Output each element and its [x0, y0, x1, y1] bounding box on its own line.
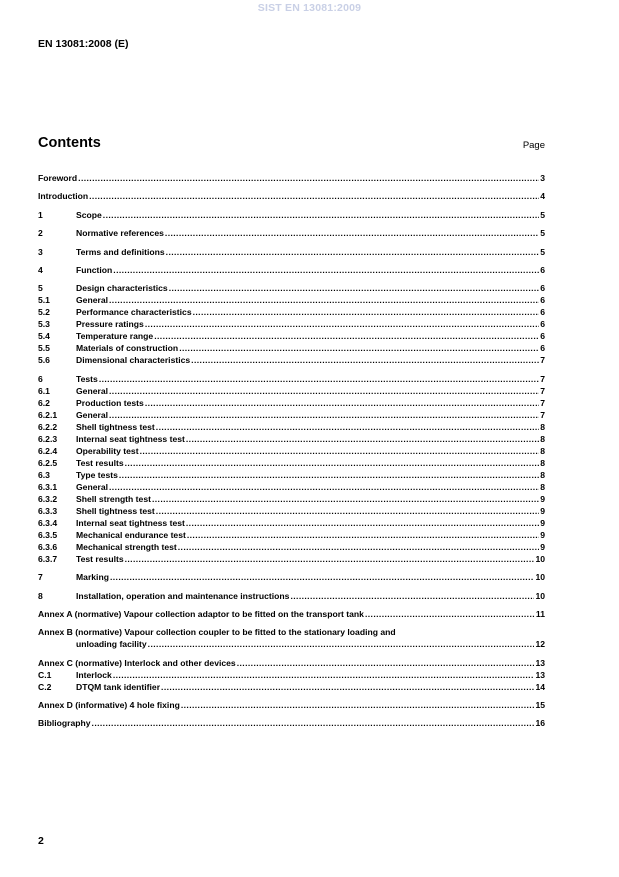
toc-entry-page: 10	[535, 590, 545, 601]
toc-entry[interactable]	[38, 541, 545, 553]
toc-leader	[179, 342, 539, 354]
toc-leader	[165, 227, 539, 239]
toc-entry-page: 8	[540, 457, 545, 468]
toc-leader	[237, 657, 535, 669]
toc-entry-title: Function	[76, 264, 113, 275]
toc-entry-number: 5	[38, 283, 43, 294]
toc-entry[interactable]	[38, 590, 545, 602]
toc-entry-number: 5.1	[38, 295, 50, 306]
toc-entry[interactable]	[38, 227, 545, 239]
toc-entry-number: 1	[38, 209, 43, 220]
toc-entry[interactable]	[38, 457, 545, 469]
toc-entry[interactable]	[38, 517, 545, 529]
toc-entry-number: 6.2.5	[38, 457, 58, 468]
contents-heading: Contents	[38, 135, 101, 151]
toc-entry-title: Installation, operation and maintenance instructions	[76, 590, 290, 601]
toc-entry-title: Terms and definitions	[76, 246, 165, 257]
toc-leader	[156, 421, 539, 433]
toc-entry-page: 7	[540, 409, 545, 420]
toc-entry-title: Shell strength test	[76, 493, 151, 504]
toc-annex-b-line1[interactable]: Annex B (normative) Vapour collection coupler to be fitted to the stationary loading and	[38, 627, 396, 638]
toc-entry-page: 8	[540, 421, 545, 432]
toc-leader	[113, 669, 535, 681]
toc-leader	[99, 373, 539, 385]
toc-leader	[92, 717, 535, 729]
toc-entry[interactable]	[38, 209, 545, 221]
toc-leader	[156, 505, 539, 517]
toc-leader	[78, 172, 539, 184]
toc-entry-page: 5	[540, 246, 545, 257]
toc-entry-title: Operability test	[76, 445, 139, 456]
toc-entry-page: 7	[540, 373, 545, 384]
toc-entry-page: 6	[540, 319, 545, 330]
toc-entry-title: Foreword	[38, 173, 78, 183]
toc-entry[interactable]	[38, 306, 545, 318]
toc-leader	[148, 638, 535, 650]
toc-annex-b-page: 12	[535, 639, 545, 650]
toc-entry-title: Shell tightness test	[76, 421, 155, 432]
toc-entry-page: 8	[540, 433, 545, 444]
toc-entry-page: 8	[540, 469, 545, 480]
toc-leader	[109, 481, 539, 493]
toc-annex-d-page: 15	[535, 700, 545, 711]
toc-entry-title: Internal seat tightness test	[76, 433, 185, 444]
toc-entry-page: 7	[540, 385, 545, 396]
toc-bibliography[interactable]	[38, 717, 545, 729]
toc-entry-title: Temperature range	[76, 331, 154, 342]
toc-leader	[119, 469, 539, 481]
toc-leader	[89, 190, 539, 202]
toc-annex-c2-number: C.2	[38, 681, 52, 692]
toc-leader	[290, 590, 534, 602]
toc-leader	[125, 553, 535, 565]
toc-entry[interactable]	[38, 294, 545, 306]
toc-entry-title: Introduction	[38, 191, 89, 202]
toc-entry[interactable]	[38, 342, 545, 354]
toc-entry-page: 9	[540, 541, 545, 552]
toc-entry-title: Dimensional characteristics	[76, 355, 191, 366]
toc-entry-number: 6.3.2	[38, 493, 58, 504]
toc-entry-page: 9	[540, 505, 545, 516]
toc-entry-page: 4	[540, 191, 545, 202]
toc-leader	[187, 529, 539, 541]
toc-entry-number: 6.2.4	[38, 445, 58, 456]
toc-entry-title: Test results	[76, 457, 124, 468]
toc-leader	[109, 294, 539, 306]
toc-entry-number: 7	[38, 572, 43, 583]
toc-entry-number: 5.5	[38, 343, 50, 354]
toc-entry-title: Type tests	[76, 469, 118, 480]
toc-leader	[169, 282, 540, 294]
toc-annex-c1-page: 13	[535, 669, 545, 680]
toc-annex-c1[interactable]	[38, 669, 545, 681]
toc-leader	[191, 354, 539, 366]
toc-entry[interactable]	[38, 529, 545, 541]
toc-entry-number: 6.3.4	[38, 517, 58, 528]
toc-entry-number: 3	[38, 246, 43, 257]
toc-entry-number: 6.2.2	[38, 421, 58, 432]
toc-entry-page: 10	[535, 572, 545, 583]
toc-entry-title: Performance characteristics	[76, 307, 192, 318]
toc-entry[interactable]	[38, 264, 545, 276]
toc-entry-number: 6.3.7	[38, 553, 58, 564]
toc-entry[interactable]	[38, 421, 545, 433]
toc-entry[interactable]	[38, 505, 545, 517]
toc-entry-number: 6.3.3	[38, 505, 58, 516]
toc-entry-number: 4	[38, 264, 43, 275]
toc-entry-title: Tests	[76, 373, 98, 384]
toc-leader	[110, 571, 534, 583]
toc-bibliography-title: Bibliography	[38, 718, 91, 729]
toc-annex-d-title: Annex D (informative) 4 hole fixing	[38, 700, 180, 711]
toc-entry[interactable]	[38, 246, 545, 258]
toc-leader	[109, 385, 539, 397]
toc-entry[interactable]	[38, 318, 545, 330]
toc-entry-number: 6.3.5	[38, 529, 58, 540]
toc-entry-page: 7	[540, 355, 545, 366]
toc-entry[interactable]	[38, 330, 545, 342]
toc-entry-title: General	[76, 385, 109, 396]
toc-entry-number: 6.2	[38, 397, 50, 408]
toc-entry[interactable]	[38, 571, 545, 583]
toc-leader	[186, 433, 539, 445]
toc-entry-page: 6	[540, 295, 545, 306]
toc-entry-number: 2	[38, 228, 43, 239]
toc-entry-title: Pressure ratings	[76, 319, 144, 330]
toc-annex-a-title: Annex A (normative) Vapour collection adaptor to be fitted on the transport tank	[38, 608, 364, 619]
toc-entry-title: Mechanical endurance test	[76, 529, 186, 540]
toc-leader	[186, 517, 539, 529]
toc-annex-c2[interactable]	[38, 681, 545, 693]
toc-entry-number: 5.6	[38, 355, 50, 366]
toc-entry-page: 5	[540, 209, 545, 220]
toc-leader	[103, 209, 539, 221]
toc-leader	[145, 397, 539, 409]
toc-annex-c-page: 13	[535, 657, 545, 668]
toc-entry-page: 8	[540, 445, 545, 456]
toc-leader	[365, 608, 535, 620]
toc-leader	[113, 264, 539, 276]
toc-entry-page: 6	[540, 331, 545, 342]
toc-leader	[145, 318, 539, 330]
table-of-contents	[38, 172, 545, 729]
toc-annex-a[interactable]	[38, 608, 545, 620]
toc-annex-c[interactable]	[38, 657, 545, 669]
toc-leader	[178, 541, 539, 553]
page-number: 2	[38, 835, 44, 847]
toc-entry[interactable]	[38, 397, 545, 409]
toc-entry-number: 8	[38, 590, 43, 601]
toc-leader	[125, 457, 540, 469]
toc-leader	[109, 409, 539, 421]
toc-entries	[38, 172, 545, 602]
toc-annex-b[interactable]	[38, 638, 545, 650]
toc-entry-number: 5.2	[38, 307, 50, 318]
toc-leader	[161, 681, 534, 693]
toc-entry-page: 6	[540, 307, 545, 318]
toc-entry[interactable]	[38, 481, 545, 493]
toc-entry-page: 6	[540, 264, 545, 275]
toc-annex-d[interactable]	[38, 699, 545, 711]
toc-annex-c2-page: 14	[535, 681, 545, 692]
toc-entry-page: 5	[540, 228, 545, 239]
toc-entry-title: General	[76, 295, 109, 306]
toc-annex-c1-title: Interlock	[76, 669, 112, 680]
toc-entry-title: General	[76, 481, 109, 492]
document-identifier: EN 13081:2008 (E)	[38, 38, 129, 50]
toc-entry-page: 7	[540, 397, 545, 408]
toc-annex-c1-number: C.1	[38, 669, 52, 680]
toc-entry-page: 8	[540, 481, 545, 492]
toc-entry-number: 6.3	[38, 469, 50, 480]
toc-entry[interactable]	[38, 409, 545, 421]
toc-leader	[181, 699, 535, 711]
toc-annex-b-title-cont: unloading facility	[76, 639, 147, 650]
toc-entry[interactable]	[38, 493, 545, 505]
toc-entry-title: Marking	[76, 572, 109, 583]
toc-entry-number: 6.3.1	[38, 481, 58, 492]
toc-entry-number: 6.1	[38, 385, 50, 396]
toc-entry[interactable]	[38, 354, 545, 366]
toc-entry-page: 9	[540, 529, 545, 540]
toc-entry[interactable]	[38, 282, 545, 294]
toc-entry-number: 6.3.6	[38, 541, 58, 552]
toc-entry-number: 6	[38, 373, 43, 384]
toc-entry-title: Design characteristics	[76, 283, 168, 294]
toc-entry-page: 6	[540, 343, 545, 354]
toc-leader	[193, 306, 540, 318]
toc-bibliography-page: 16	[535, 718, 545, 729]
toc-entry-page: 9	[540, 493, 545, 504]
toc-entry-title: Shell tightness test	[76, 505, 155, 516]
toc-annex-c-title: Annex C (normative) Interlock and other devices	[38, 657, 236, 668]
watermark: SIST EN 13081:2009	[257, 2, 362, 14]
toc-entry[interactable]	[38, 445, 545, 457]
toc-entry[interactable]	[38, 469, 545, 481]
toc-entry-title: Normative references	[76, 228, 164, 239]
toc-entry[interactable]	[38, 190, 545, 202]
toc-leader	[154, 330, 539, 342]
toc-entry-title: Mechanical strength test	[76, 541, 177, 552]
toc-entry[interactable]	[38, 172, 545, 184]
toc-entry[interactable]	[38, 553, 545, 565]
toc-annex-c2-title: DTQM tank identifier	[76, 681, 161, 692]
toc-leader	[140, 445, 540, 457]
toc-entry-number: 6.2.3	[38, 433, 58, 444]
toc-entry-title: Scope	[76, 209, 102, 220]
toc-entry-number: 6.2.1	[38, 409, 58, 420]
toc-entry-page: 9	[540, 517, 545, 528]
toc-entry-title: Internal seat tightness test	[76, 517, 185, 528]
toc-entry-title: General	[76, 409, 109, 420]
toc-entry-title: Production tests	[76, 397, 144, 408]
toc-annex-a-page: 11	[535, 608, 545, 619]
toc-entry[interactable]	[38, 373, 545, 385]
toc-entry-title: Test results	[76, 553, 124, 564]
toc-entry-page: 10	[535, 553, 545, 564]
toc-entry-number: 5.3	[38, 319, 50, 330]
toc-entry[interactable]	[38, 433, 545, 445]
toc-entry[interactable]	[38, 385, 545, 397]
page-column-label: Page	[522, 140, 545, 151]
toc-entry-page: 6	[540, 283, 545, 294]
toc-leader	[152, 493, 539, 505]
toc-entry-title: Materials of construction	[76, 343, 179, 354]
toc-entry-page: 3	[540, 173, 545, 183]
toc-leader	[166, 246, 540, 258]
toc-entry-number: 5.4	[38, 331, 50, 342]
